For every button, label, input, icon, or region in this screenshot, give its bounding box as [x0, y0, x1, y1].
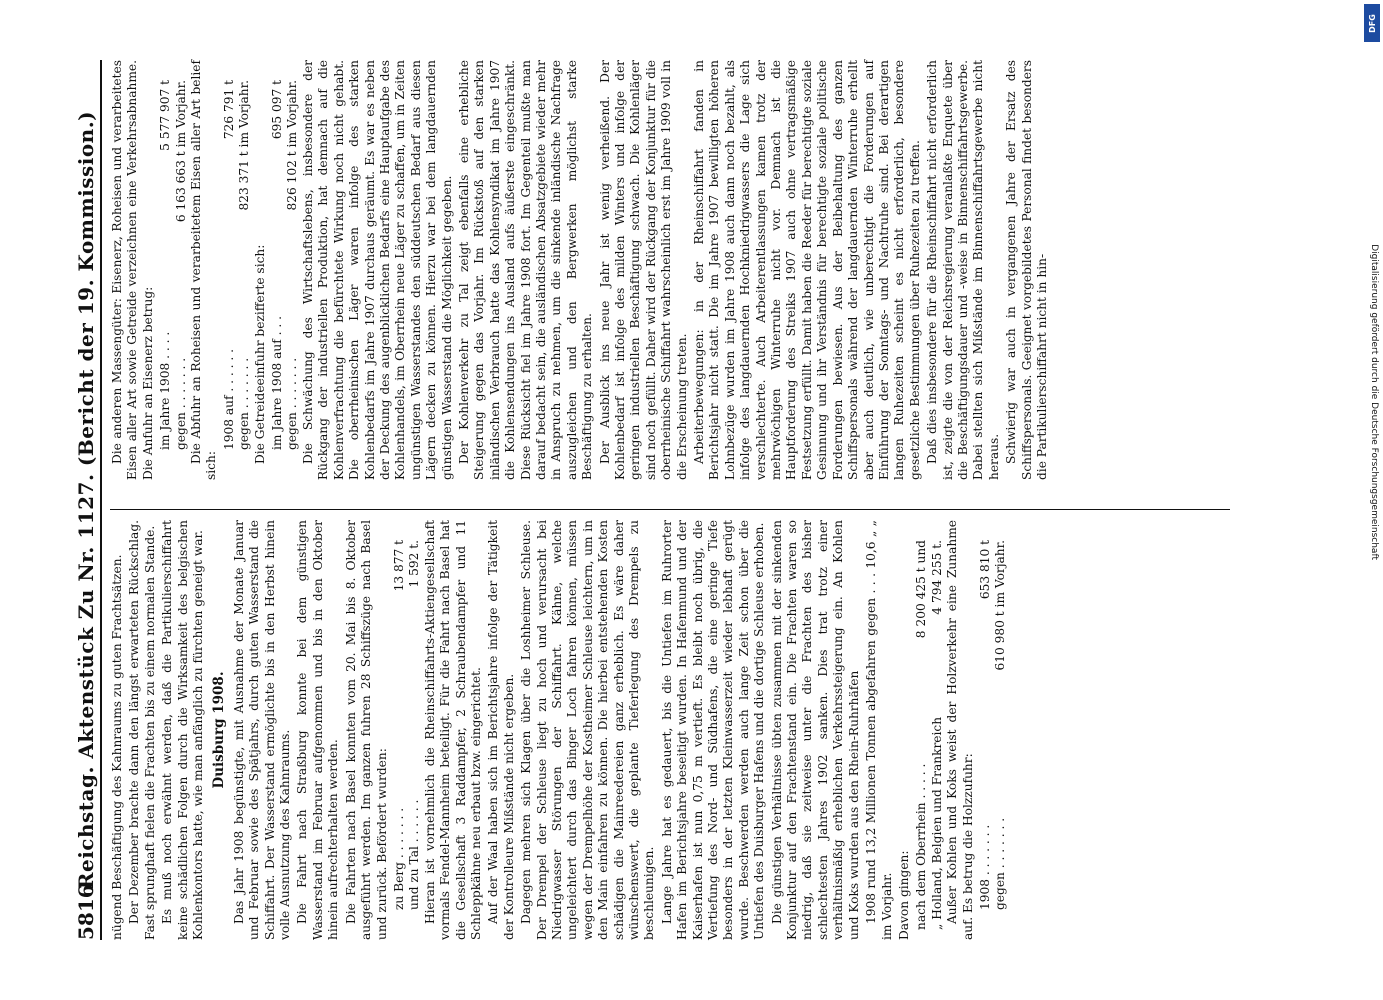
paragraph: Die Abfuhr an Roheisen und verarbeitetem Eisen aller Art belief sich:: [189, 60, 219, 480]
table-value: 653 810 t: [977, 540, 992, 600]
left-column: [110, 520, 1233, 940]
paragraph: Hieran ist vornehmlich die Rheinschiffahrts-Aktiengesellschaft vormals Fendel-Mannheim beteiligt. Für die Fahrt nach Basel hat die Gesellschaft 3 Raddampfer, 2 Schraubendampfer und 11 Schleppkähne neu erbaut bzw. eingerichtet.: [422, 520, 483, 940]
table-value: 5 577 907 t: [158, 80, 173, 151]
section-heading: Duisburg 1908.: [211, 671, 228, 789]
table-label: gegen . . . . . . .: [285, 357, 300, 450]
table-row: [392, 520, 407, 940]
table-value: 4 794 255 t.: [929, 540, 944, 615]
digitization-note-text: Digitalisierung gefördert durch die Deutsche Forschungsgemeinschaft: [1369, 244, 1379, 560]
paragraph: Es muß noch erwähnt werden, daß die Partikulierschiffahrt keine schädlichen Folgen durch die Wirksamkeit des belgischen Kohlenkontors hatte, wie man anfänglich zu fürchten geneigt war.: [160, 520, 206, 940]
paragraph: Die Fahrten nach Basel konnten vom 20. Mai bis 8. Oktober ausgeführt werden. Im ganzen fuhren 28 Schiffszüge nach Basel und zurück. Befördert wurden:: [343, 520, 389, 940]
digitization-note: [1365, 0, 1379, 1000]
paragraph: Die günstigen Verhältnisse übten zusammen mit der sinkenden Konjunktur auf den Frachtenstand ein. Die Frachten waren so niedrig, daß sie zeitweise unter die Frachten des bisher schlechtesten Jahres 1902 sanken. Dies trat trotz einer verhältnismäßig erheblichen Verkehrssteigerung ein. An Kohlen und Koks wurden aus den Rhein-Ruhrhäfen: [769, 520, 861, 940]
table-row: [407, 520, 422, 940]
table-label: „ Holland, Belgien und Frankreich: [929, 716, 944, 930]
table-row: [930, 520, 945, 940]
table-value: 726 791 t: [221, 80, 236, 140]
table-label: gegen . . . . . . .: [993, 817, 1008, 910]
page-number: 5816: [74, 884, 98, 940]
table-row: [978, 520, 993, 940]
table-label: im Jahre 1908 . . . .: [158, 331, 173, 450]
table-label: nach dem Oberrhein . . . . .: [914, 763, 929, 930]
table-row: [222, 60, 237, 480]
paragraph: Der Kohlenverkehr zu Tal zeigt ebenfalls eine erhebliche Steigerung gegen das Vorjahr. Im Rückstoß auf den starken inländischen Verbrauch hatte das Kohlensyndikat im Jahre 1907 die Kohlensendungen ins Ausland aufs äußerste eingeschränkt. Diese Rücksicht fiel im Jahre 1908 fort. Im Gegenteil mußte man darauf bedacht sein, die ausländischen Absatzgebiete wieder mehr in Anspruch zu nehmen, um die sinkende inländische Nachfrage auszugleichen und den Bergwerken möglichst starke Beschäftigung zu erhalten.: [456, 60, 595, 480]
table-label: zu Berg . . . . . . .: [391, 807, 406, 910]
paragraph: Lange Jahre hat es gedauert, bis die Untiefen im Ruhrorter Hafen im Berichtsjahre beseitigt wurden. In Hafenmund und der Kaiserhafen ist nun 0,75 m vertieft. Es bleibt noch übrig, die Vertiefung des Nord- und Südhafens, die eine geringe Tiefe besonders in der letzten Kleinwasserzeit wieder lebhaft gerügt wurde. Beschwerden werden auch lange Zeit schon über die Untiefen des Duisburger Hafens und die dortige Schleuse erhoben.: [659, 520, 767, 940]
paragraph: Davon gingen:: [896, 850, 911, 940]
paragraph: nügend Beschäftigung des Kahnraums zu guten Frachtsätzen.: [110, 554, 124, 940]
table-value: 823 371 t im Vorjahr.: [237, 80, 252, 211]
table-row: [914, 520, 929, 940]
table-label: im Jahre 1908 auf . . .: [270, 315, 285, 450]
page-title: Reichstag. Aktenstück Zu Nr. 1127. (Bericht der 19. Kommission.): [74, 110, 98, 890]
paragraph: Außer Kohlen und Koks weist der Holzverkehr eine Zunahme auf. Es betrug die Holzzufuhr:: [945, 520, 975, 940]
paragraph: Schwierig war auch in vergangenen Jahre der Ersatz des Schiffspersonals. Geeignet vorgebildetes Personal findet besonders die Partikulierschiffahrt nicht in hin-: [1004, 60, 1049, 480]
table-row: [993, 520, 1008, 940]
table-label: 1908 . . . . . . .: [977, 824, 992, 910]
paragraph: Die Schwächung des Wirtschaftslebens, insbesondere der Rückgang der industriellen Produktion, hat demnach auf die Kohlenverfrachtung die befürchtete Wirkung noch nicht gehabt. Die oberrheinischen Läger waren infolge des starken Kohlenbedarfs im Jahre 1907 durchaus geräumt. Es war es neben der Deckung des augenblicklichen Bedarfs eine Hauptaufgabe des Kohlenhandels, im Oberrhein neue Läger zu schaffen, um in Zeiten ungünstigen Wasserstandes den süddeutschen Bedarf aus diesen Lägern decken zu können. Hierzu war bei dem langdauernden günstigen Wasserstand die Möglichkeit gegeben.: [300, 60, 454, 480]
page-header: [70, 60, 102, 940]
table-label: 1908 auf . . . . . .: [221, 348, 236, 450]
paragraph: Arbeiterbewegungen: in der Rheinschiffahrt fanden in Berichtsjahr nicht statt. Die im Jahre 1907 bewilligten höheren Lohnbezüge wurden im Jahre 1908 auch dann noch bezahlt, als infolge des langdauernden Hochkniedrigwassers die Lage sich verschlechterte. Auch Arbeiterentlassungen kamen trotz der mehrwöchigen Winterruhe nicht vor. Demnach ist die Hauptforderung des Streiks 1907 auch ohne vertragsmäßige Festsetzung erfüllt. Damit haben die Reeder für berechtigte soziale Gesinnung und ihr Verständnis für berechtigte soziale politische Forderungen bewiesen. Aus der Beibehaltung des ganzen Schiffspersonals während der langdauernden Winterruhe erhellt aber auch deutlich, wie unberechtigt die Forderungen auf Einführung der Sonntags- und Nachtruhe sind. Bei derartigen langen Ruhezeiten scheint es nicht erforderlich, besondere gesetzliche Bestimmungen über Ruhezeiten zu treffen.: [692, 60, 922, 480]
paragraph: Der Dezember brachte dann den längst erwarteten Rückschlag. Fast sprunghaft fielen die Frachten bis zu einem normalen Stande.: [127, 520, 157, 940]
table-row: [285, 60, 300, 480]
table-value: 6 163 663 t im Vorjahr.: [173, 80, 188, 223]
table-label: gegen . . . . . . .: [173, 357, 188, 450]
paragraph: Daß dies insbesondere für die Rheinschiffahrt nicht erforderlich ist, zeigte die von der Reichsregierung veranlaßte Enquete über die Beschäftigungsdauer und -weise in Binnenschiffahrtsgewerbe. Dabei stellten sich Mißstände im Binnenschiffahrtsgewerbe nicht heraus.: [925, 60, 1001, 480]
paragraph: Der Ausblick ins neue Jahr ist wenig verheißend. Der Kohlenbedarf ist infolge des milden Winters und infolge der geringen industriellen Beschäftigung schwach. Die Kohlenläger sind noch gefüllt. Daher wird der Rückgang der Konjunktur für die oberrheinische Schiffahrt wahrscheinlich erst im Jahre 1909 voll in die Erscheinung treten.: [597, 60, 689, 480]
paragraph: Die anderen Massengüter: Eisenerz, Roheisen und verarbeitetes Eisen aller Art sowie Getreide verzeichnen eine Verkehrsabnahme. Die Anfuhr an Eisenerz betrug:: [110, 60, 155, 480]
table-label: gegen . . . . . . .: [237, 357, 252, 450]
table-value: 610 980 t im Vorjahr.: [993, 540, 1008, 671]
column-divider: [110, 509, 1230, 510]
table-value: 1 592 t.: [407, 540, 422, 588]
table-row: [237, 60, 252, 480]
table-row: [270, 60, 285, 480]
paragraph: 1908 rund 13,2 Millionen Tonnen abgefahren gegen . . . 10,6 „ „ im Vorjahr.: [864, 520, 894, 940]
table-value: 695 097 t: [270, 80, 285, 140]
dfg-logo-text: DFG: [1367, 13, 1377, 33]
paragraph: Die Fahrt nach Straßburg konnte bei dem günstigen Wasserstand im Februar aufgenommen und bis in den Oktober hinein aufrechterhalten werden.: [295, 520, 341, 940]
paragraph: Dagegen mehren sich Klagen über die Loshheimer Schleuse. Der Drempel der Schleuse liegt zu hoch und verursacht bei Niedrigwasser Störungen der Schiffahrt. Kähne, welche ungeleichtert durch das Binger Loch fahren können, müssen wegen der Drempelhöhe der Kostheimer Schleuse leichtern, um in den Main einfahren zu können. Die hierbei entstehenden Kosten schädigen die Mainreedereien ganz erheblich. Es wäre daher wünschenswert, die geplante Tieferlegung des Drempels zu beschleunigen.: [519, 520, 657, 940]
paragraph: Auf der Waal haben sich im Berichtsjahre infolge der Tätigkeit der Kontrolleure Mißstände nicht ergeben.: [486, 520, 516, 940]
right-column: [110, 60, 1233, 480]
table-value: 8 200 425 t und: [914, 540, 929, 639]
paragraph: Das Jahr 1908 begünstigte, mit Ausnahme der Monate Januar und Februar sowie des Spätjahrs, durch guten Wasserstand die Schiffahrt. Der Wasserstand ermöglichte bis in den Herbst hinein volle Ausnutzung des Kahnraums.: [231, 520, 293, 940]
table-value: 826 102 t im Vorjahr.: [285, 80, 300, 211]
paragraph: Die Getreideeinfuhr bezifferte sich:: [252, 244, 267, 464]
table-row: [174, 60, 189, 480]
table-label: und zu Tal . . . . . .: [407, 799, 422, 910]
table-row: [158, 60, 173, 480]
table-value: 13 877 t: [391, 540, 406, 592]
